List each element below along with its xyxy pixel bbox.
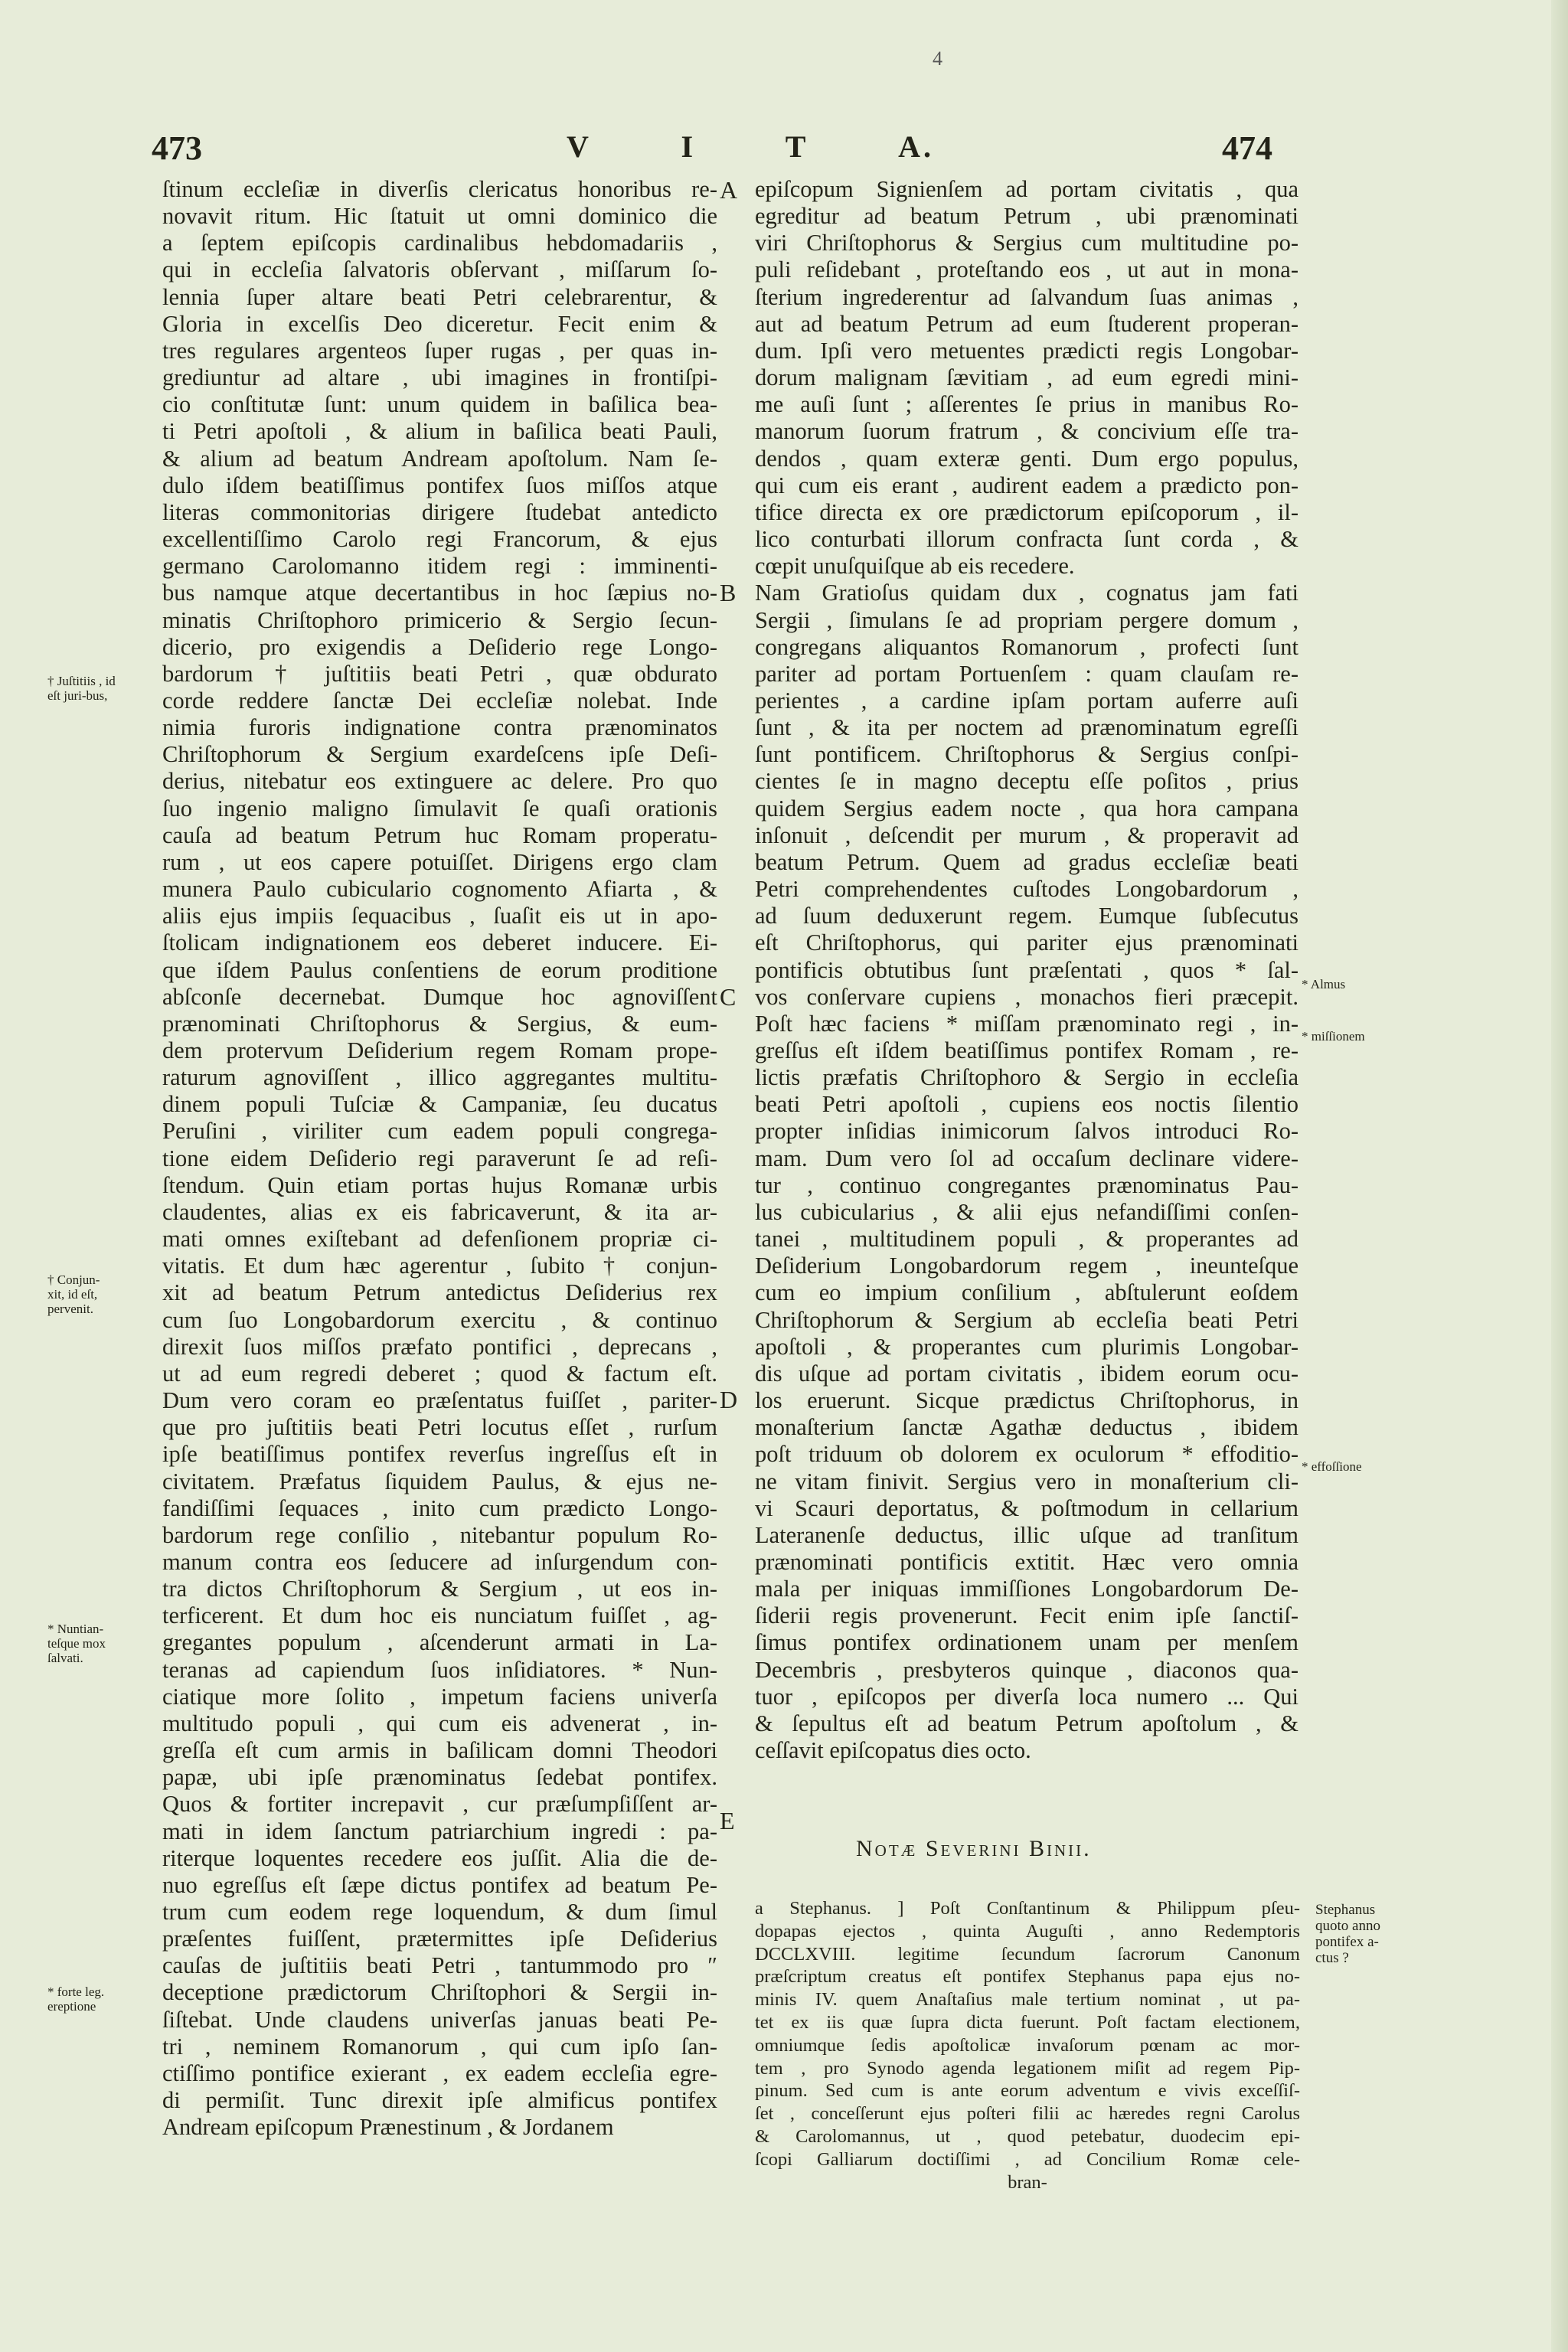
text-line: quidem Sergius eadem nocte , qua hora campana <box>755 795 1298 822</box>
side-note-line: pontifex a- <box>1315 1934 1379 1950</box>
margin-note-forte-leg: * forte leg. ereptione <box>47 1984 105 2014</box>
text-line: ipſe beatiſſimus pontifex reverſus ingreſſus eſt in <box>162 1441 717 1468</box>
text-line: bardorum rege conſilio , nitebantur populum Ro- <box>162 1521 717 1548</box>
text-line: Peruſini , viriliter cum eadem populi congrega- <box>162 1118 717 1145</box>
text-line: qui cum eis erant , audirent eadem a prædicto pon- <box>755 472 1298 498</box>
notes-heading: Notæ Severini Binii. <box>856 1836 1092 1861</box>
section-letter-e: E <box>720 1807 735 1834</box>
text-line: ſtinum eccleſiæ in diverſis clericatus honoribus re- <box>162 176 717 202</box>
text-line: tur , continuo congregantes prænominatus Pau- <box>755 1171 1298 1198</box>
text-line: eſt Chriſtophorus, qui pariter ejus prænominati <box>755 929 1298 956</box>
text-line: ſiderii regis provenerunt. Fecit enim ipſe ſanctiſ- <box>755 1602 1298 1629</box>
margin-note-conjunxit: † Conjun-xit, id eſt, pervenit. <box>47 1272 100 1316</box>
text-line: claudentes, alias ex eis fabricaverunt, & ita ar- <box>162 1198 717 1225</box>
note-line: pinum. Sed cum is ante eorum adventum e vivis exceſſiſ- <box>755 2080 1300 2102</box>
text-line: riterque loquentes recedere eos juſſit. Alia die de- <box>162 1844 717 1871</box>
text-line: ſiſtebat. Unde claudens univerſas januas beati Pe- <box>162 2006 717 2033</box>
text-line: inſonuit , deſcendit per murum , & properavit ad <box>755 822 1298 848</box>
text-line: teranas ad capiendum ſuos inſidiatores. * Nun- <box>162 1656 717 1683</box>
text-line: bardorum † juſtitiis beati Petri , quæ obdurato <box>162 660 717 687</box>
text-line: dis uſque ad portam civitatis , ibidem eorum ocu- <box>755 1360 1298 1387</box>
text-line: manorum ſuorum fratrum , & concivium eſſe tra- <box>755 418 1298 445</box>
text-line: pontificis obtutibus ſunt præſentati , quos * ſal- <box>755 956 1298 983</box>
text-line: que pro juſtitiis beati Petri locutus eſſet , rurſum <box>162 1414 717 1441</box>
running-title <box>567 129 934 165</box>
text-line: Lateranenſe deductus, illic uſque ad tranſitum <box>755 1521 1298 1548</box>
text-line: ad ſuum deduxerunt regem. Eumque ſubſecutus <box>755 903 1298 929</box>
text-line: tanei , multitudinem populi , & properantes ad <box>755 1226 1298 1253</box>
text-line: ſuo ingenio maligno ſimulavit ſe quaſi orationis <box>162 795 717 822</box>
note-line: & Carolomannus, ut , quod petebatur, duodecim epi- <box>755 2125 1300 2147</box>
page-speck: 4 <box>933 47 942 70</box>
text-line: & ſepultus eſt ad beatum Petrum apoſtolum , & <box>755 1710 1298 1736</box>
page-edge-shadow <box>1551 0 1568 2352</box>
text-line: Quos & fortiter increpavit , cur præſumpſiſſent ar- <box>162 1791 717 1818</box>
text-line: me auſi ſunt ; aſſerentes ſe prius in manibus Ro- <box>755 391 1298 418</box>
text-line: congregans aliquantos Romanorum , profecti ſunt <box>755 633 1298 660</box>
section-letter-d: D <box>720 1386 738 1413</box>
text-line: tri , neminem Romanorum , qui cum ipſo ſan- <box>162 2033 717 2060</box>
note-line: a Stephanus. ] Poſt Conſtantinum & Philippum pſeu- <box>755 1898 1300 1919</box>
text-line: gregantes populum , aſcenderunt armati in La- <box>162 1629 717 1656</box>
right-text-column <box>755 176 1298 1764</box>
text-line: egreditur ad beatum Petrum , ubi prænominati <box>755 203 1298 230</box>
text-line: prænominati Chriſtophorus & Sergius, & eum- <box>162 1010 717 1037</box>
notes-text <box>755 1897 1300 2194</box>
text-line: Gloria in excelſis Deo diceretur. Fecit enim & <box>162 310 717 337</box>
text-line: cauſas de juſtitiis beati Petri , tantummodo pro ″ <box>162 1952 717 1979</box>
text-line: ſunt , & ita per noctem ad prænominatum egreſſi <box>755 714 1298 741</box>
note-line: dopapas ejectos , quinta Auguſti , anno Redemptoris <box>755 1920 1300 1942</box>
text-line: ti Petri apoſtoli , & alium in baſilica beati Pauli, <box>162 418 717 445</box>
note-line: ſcopi Galliarum doctiſſimi , ad Concilium Romæ cele- <box>755 2148 1300 2170</box>
text-line: lico conturbati illorum confracta ſunt corda , & <box>755 526 1298 553</box>
text-line: mati in idem ſanctum patriarchium ingredi : pa- <box>162 1818 717 1844</box>
text-line: ſimus pontifex ordinationem unam per menſem <box>755 1629 1298 1656</box>
text-line: dum. Ipſi vero metuentes prædicti regis Longobar- <box>755 337 1298 364</box>
text-line: vitatis. Et dum hæc agerentur , ſubito † conjun- <box>162 1253 717 1279</box>
page-number-right: 474 <box>1222 129 1272 167</box>
text-line: mati omnes exiſtebant ad defenſionem propriæ ci- <box>162 1226 717 1253</box>
text-line: ſunt pontificem. Chriſtophorus & Sergius conſpi- <box>755 741 1298 768</box>
side-note-line: Stephanus <box>1315 1902 1376 1918</box>
text-line: civitatem. Præfatus ſiquidem Paulus, & ejus ne- <box>162 1468 717 1494</box>
text-line: Chriſtophorum & Sergium exardeſcens ipſe Deſi- <box>162 741 717 768</box>
text-line: terficerent. Et dum hoc eis nunciatum fuiſſet , ag- <box>162 1602 717 1629</box>
text-line: tifice directa ex ore prædictorum epiſcoporum , il- <box>755 498 1298 525</box>
margin-note-missionem: * miſſionem <box>1302 1029 1365 1044</box>
note-line: DCCLXVIII. legitime ſecundum ſacrorum Canonum <box>755 1943 1300 1965</box>
text-line: germano Carolomanno itidem regi : imminenti- <box>162 553 717 580</box>
text-line: a ſeptem epiſcopis cardinalibus hebdomadariis , <box>162 230 717 256</box>
page-number-left: 473 <box>152 129 202 167</box>
text-line: abſconſe decernebat. Dumque hoc agnoviſſent <box>162 983 717 1010</box>
text-line: tione eidem Deſiderio regi paraverunt ſe ad reſi- <box>162 1145 717 1171</box>
text-line: deceptione prædictorum Chriſtophori & Sergii in- <box>162 1979 717 2006</box>
text-line: los eruerunt. Sicque prædictus Chriſtophorus, in <box>755 1387 1298 1414</box>
margin-note-justitiis: † Juſtitiis , id eſt juri-bus, <box>47 674 116 703</box>
text-line: Petri comprehendentes cuſtodes Longobardorum , <box>755 876 1298 903</box>
note-line: ſet , conceſſerunt ejus poſteri filii ac hæredes regni Carolus <box>755 2103 1300 2125</box>
text-line: tres regulares argenteos ſuper rugas , per quas in- <box>162 337 717 364</box>
margin-note-almus: * Almus <box>1302 977 1346 991</box>
text-line: ſterium ingrederentur ad ſalvandum ſuas animas , <box>755 283 1298 310</box>
text-line: nuo egreſſus eſt ſæpe dictus pontifex ad beatum Pe- <box>162 1871 717 1898</box>
text-line: beatum Petrum. Quem ad gradus eccleſiæ beati <box>755 848 1298 875</box>
text-line: greſſa eſt cum armis in baſilicam domni Theodori <box>162 1737 717 1764</box>
text-line: trum cum eodem rege loquendum, & dum ſimul <box>162 1899 717 1925</box>
text-line: cio conſtitutæ ſunt: unum quidem in baſilica bea- <box>162 391 717 418</box>
text-line: dorum malignam ſævitiam , ad eum egredi mini- <box>755 364 1298 391</box>
text-line: Chriſtophorum & Sergium ab eccleſia beati Petri <box>755 1306 1298 1333</box>
text-line: manum contra eos ſeducere ad inſurgendum con- <box>162 1548 717 1575</box>
text-line: cientes ſe in magno deceptu eſſe poſitos , prius <box>755 768 1298 795</box>
text-line: dicerio, pro exigendis a Deſiderio rege Longo- <box>162 633 717 660</box>
text-line: apoſtoli , & properantes cum plurimis Longobar- <box>755 1333 1298 1360</box>
text-line: cœpit unuſquiſque ab eis recedere. <box>755 553 1075 580</box>
text-line: prænominati pontificis extitit. Hæc vero omnia <box>755 1548 1298 1575</box>
margin-note-nuntiantes: * Nuntian-teſque mox ſalvati. <box>47 1622 106 1665</box>
text-line: propter inſidias inimicorum ſalvos introduci Ro- <box>755 1118 1298 1145</box>
text-line: que iſdem Paulus conſentiens de eorum proditione <box>162 956 717 983</box>
text-line: ctiſſimo pontifice exierant , ex eadem eccleſia egre- <box>162 2060 717 2086</box>
text-line: mala per iniquas immiſſiones Longobardorum De- <box>755 1576 1298 1602</box>
section-letter-a: A <box>720 176 738 204</box>
text-line: Andream epiſcopum Prænestinum , & Jordanem <box>162 2114 614 2141</box>
text-line: vos conſervare cupiens , monachos fieri præcepit. <box>755 983 1298 1010</box>
note-line: bran- <box>1008 2171 1047 2193</box>
text-line: dem protervum Deſiderium regem Romam prope- <box>162 1037 717 1063</box>
text-line: di permiſit. Tunc direxit ipſe almificus pontifex <box>162 2087 717 2114</box>
text-line: monaſterium ſanctæ Agathæ deductus , ibidem <box>755 1414 1298 1441</box>
notes-side-note <box>1315 1902 1380 1966</box>
side-note-line: ctus ? <box>1315 1950 1349 1966</box>
text-line: rum , ut eos capere potuiſſet. Dirigens ergo clam <box>162 848 717 875</box>
text-line: derius, nitebatur eos extinguere ac delere. Pro quo <box>162 768 717 795</box>
text-line: puli reſidebant , proteſtando eos , ut aut in mona- <box>755 256 1298 283</box>
text-line: poſt triduum ob dolorem ex oculorum * effoditio- <box>755 1441 1298 1468</box>
text-line: cum eo impium conſilium , abſtulerunt eoſdem <box>755 1279 1298 1306</box>
note-line: tem , pro Synodo agenda legationem miſit ad regem Pip- <box>755 2057 1300 2079</box>
text-line: tuor , epiſcopos per diverſa loca numero ... Qui <box>755 1683 1298 1710</box>
text-line: papæ, ubi ipſe prænominatus ſedebat pontifex. <box>162 1764 717 1791</box>
text-line: epiſcopum Signienſem ad portam civitatis , qua <box>755 176 1298 202</box>
text-line: lus cubicularius , & alii ejus nefandiſſimi conſen- <box>755 1198 1298 1225</box>
section-letter-c: C <box>720 983 737 1011</box>
text-line: præſentes fuiſſent, prætermittes ipſe Deſiderius <box>162 1926 717 1952</box>
text-line: aut ad beatum Petrum ad eum ſtuderent properan- <box>755 310 1298 337</box>
text-line: aliis ejus impiis ſequacibus , ſuaſit eis ut in apo- <box>162 903 717 929</box>
text-line: & alium ad beatum Andream apoſtolum. Nam ſe- <box>162 445 717 472</box>
text-line: fandiſſimi ſequaces , inito cum prædicto Longo- <box>162 1494 717 1521</box>
text-line: beati Petri apoſtoli , cupiens eos noctis ſilentio <box>755 1091 1298 1118</box>
text-line: qui in eccleſia ſalvatoris obſervant , miſſarum ſo- <box>162 256 717 283</box>
title-letter: I <box>681 129 697 164</box>
text-line: ut ad eum regredi deberet ; quod & factum eſt. <box>162 1360 717 1387</box>
text-line: greſſus eſt iſdem beatiſſimus pontifex Romam , re- <box>755 1037 1298 1063</box>
text-line: pariter ad portam Portuenſem : quam clauſam re- <box>755 660 1298 687</box>
text-line: lennia ſuper altare beati Petri celebrarentur, & <box>162 283 717 310</box>
text-line: multitudo populi , qui cum eis advenerat , in- <box>162 1710 717 1736</box>
text-line: cum ſuo Longobardorum exercitu , & continuo <box>162 1306 717 1333</box>
title-letter: V <box>567 129 592 164</box>
text-line: dulo iſdem beatiſſimus pontifex ſuos miſſos atque <box>162 472 717 498</box>
margin-note-effossione: * effoſſione <box>1302 1459 1362 1474</box>
text-line: ceſſavit epiſcopatus dies octo. <box>755 1737 1031 1764</box>
text-line: ſtendum. Quin etiam portas hujus Romanæ urbis <box>162 1171 717 1198</box>
title-letter: T <box>785 129 809 164</box>
text-line: grediuntur ad altare , ubi imagines in frontiſpi- <box>162 364 717 391</box>
text-line: lictis præfatis Chriſtophoro & Sergio in eccleſia <box>755 1064 1298 1091</box>
text-line: minatis Chriſtophoro primicerio & Sergio ſecun- <box>162 606 717 633</box>
text-line: ne vitam finivit. Sergius vero in monaſterium cli- <box>755 1468 1298 1494</box>
text-line: Deſiderium Longobardorum regem , ineunteſque <box>755 1253 1298 1279</box>
text-line: tra dictos Chriſtophorum & Sergium , ut eos in- <box>162 1576 717 1602</box>
text-line: nimia furoris indignatione contra prænominatos <box>162 714 717 741</box>
text-line: perientes , a cardine ipſam portam auferre auſi <box>755 687 1298 714</box>
text-line: direxit ſuos miſſos præfato pontifici , deprecans , <box>162 1333 717 1360</box>
text-line: ſtolicam indignationem eos deberet inducere. Ei- <box>162 929 717 956</box>
text-line: xit ad beatum Petrum antedictus Deſiderius rex <box>162 1279 717 1306</box>
text-line: Sergii , ſimulans ſe ad propriam pergere domum , <box>755 606 1298 633</box>
note-line: tet ex iis quæ ſupra dicta fuerunt. Poſt factam electionem, <box>755 2011 1300 2033</box>
text-line: raturum agnoviſſent , illico aggregantes multitu- <box>162 1064 717 1091</box>
text-line: literas commonitorias dirigere ſtudebat antedicto <box>162 498 717 525</box>
section-letter-b: B <box>720 579 737 606</box>
text-line: Nam Gratioſus quidam dux , cognatus jam fati <box>755 580 1298 606</box>
text-line: novavit ritum. Hic ſtatuit ut omni dominico die <box>162 203 717 230</box>
text-line: munera Paulo cubiculario cognomento Afiarta , & <box>162 876 717 903</box>
text-line: ciatique more ſolito , impetum faciens univerſa <box>162 1683 717 1710</box>
text-line: Dum vero coram eo præſentatus fuiſſet , pariter- <box>162 1387 717 1414</box>
note-line: omniumque ſedis apoſtolicæ invaſorum pœnam ac mor- <box>755 2034 1300 2056</box>
text-line: dendos , quam exteræ genti. Dum ergo populus, <box>755 445 1298 472</box>
side-note-line: quoto anno <box>1315 1918 1380 1934</box>
text-line: mam. Dum vero ſol ad occaſum declinare videre- <box>755 1145 1298 1171</box>
text-line: viri Chriſtophorus & Sergius cum multitudine po- <box>755 230 1298 256</box>
text-line: Decembris , presbyteros quinque , diaconos qua- <box>755 1656 1298 1683</box>
text-line: cauſa ad beatum Petrum huc Romam properatu- <box>162 822 717 848</box>
text-line: corde reddere ſanctæ Dei eccleſiæ nolebat. Inde <box>162 687 717 714</box>
text-line: excellentiſſimo Carolo regi Francorum, & ejus <box>162 526 717 553</box>
text-line: Poſt hæc faciens * miſſam prænominato regi , in- <box>755 1010 1298 1037</box>
note-line: præſcriptum creatus eſt pontifex Stephanus papa ejus no- <box>755 1966 1300 1988</box>
note-line: minis IV. quem Anaſtaſius male tertium nominat , ut pa- <box>755 1989 1300 2011</box>
title-letter: A. <box>898 129 934 164</box>
left-text-column <box>162 176 717 2141</box>
text-line: vi Scauri deportatus, & poſtmodum in cellarium <box>755 1494 1298 1521</box>
text-line: dinem populi Tuſciæ & Campaniæ, ſeu ducatus <box>162 1091 717 1118</box>
text-line: bus namque atque decertantibus in hoc ſæpius no- <box>162 580 717 606</box>
